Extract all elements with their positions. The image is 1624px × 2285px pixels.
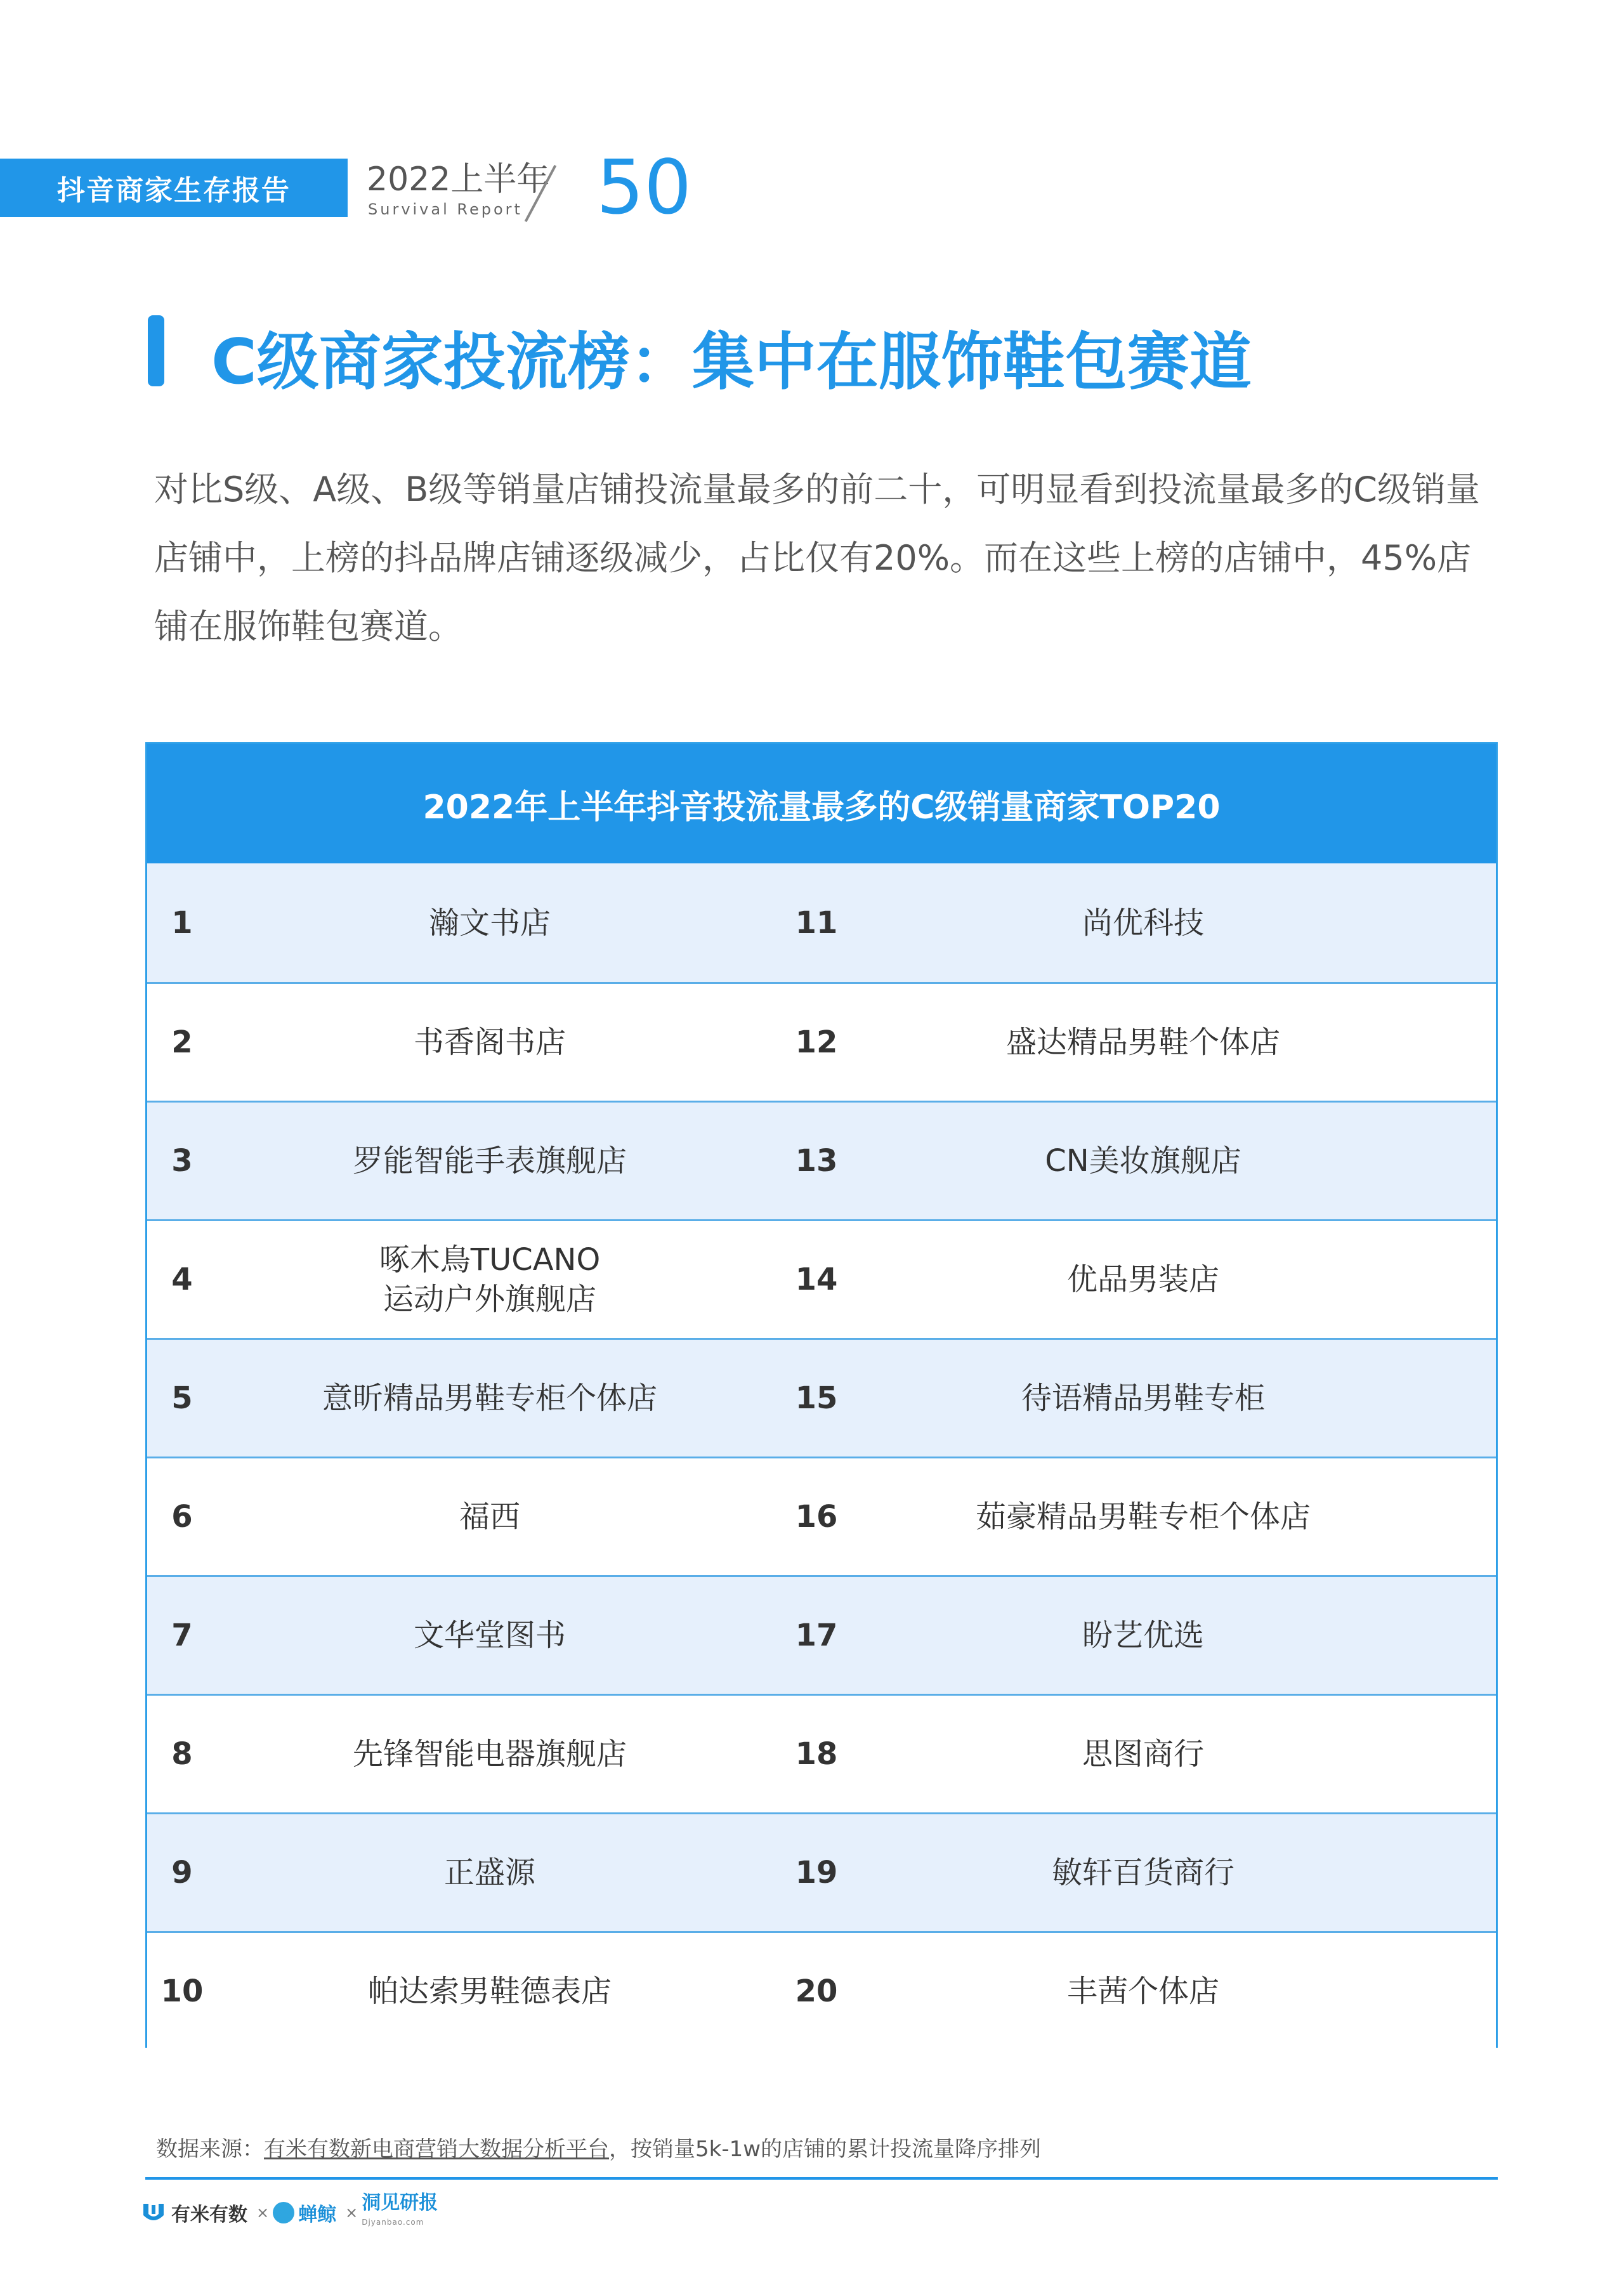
logo-djyanbao (362, 2194, 443, 2232)
rank-right: 12 (795, 1025, 838, 1060)
rank-left: 5 (171, 1380, 193, 1416)
rank-right: 15 (795, 1380, 838, 1416)
source-link[interactable]: 有米有数新电商营销大数据分析平台 (264, 2137, 609, 2162)
logo-djyanbao-text: 洞见研报 (362, 2192, 438, 2214)
data-source (156, 2131, 1041, 2163)
table-heading-text: 2022年上半年抖音投流量最多的C级销量商家TOP20 (422, 788, 1221, 827)
footer-logos (141, 2194, 443, 2232)
table-row (147, 1338, 1496, 1457)
store-name-left: 正盛源 (443, 1855, 535, 1890)
logo-djyanbao-url: Djyanbao.com (362, 2218, 424, 2227)
intro-paragraph: 对比S级、A级、B级等销量店铺投流量最多的前二十，可明显看到投流量最多的C级销量店铺中，上榜的抖品牌店铺逐级减少，占比仅有20%。而在这些上榜的店铺中，45%店铺在服饰鞋包赛道。 (154, 469, 1480, 646)
store-name-left: 福西 (459, 1499, 520, 1535)
report-title-band (0, 159, 348, 217)
rank-left: 2 (171, 1025, 193, 1060)
table-row (147, 1575, 1496, 1694)
store-name-right: 盼艺优选 (1082, 1618, 1204, 1653)
store-name-right: 敏轩百货商行 (1051, 1855, 1234, 1890)
rank-left: 10 (160, 1974, 204, 2009)
rank-left: 9 (171, 1855, 193, 1890)
chanjing-logo-icon (273, 2202, 294, 2223)
table-row (147, 1812, 1496, 1931)
report-title: 抖音商家生存报告 (57, 174, 291, 207)
table-row (147, 1219, 1496, 1338)
logo-separator-2: × (345, 2204, 358, 2222)
store-name-left: 文华堂图书 (413, 1618, 566, 1653)
store-name-right: 茹豪精品男鞋专柜个体店 (975, 1499, 1311, 1535)
rank-right: 18 (795, 1736, 838, 1772)
ranking-table (145, 742, 1498, 2048)
rank-left: 3 (171, 1143, 193, 1179)
rank-right: 13 (795, 1143, 838, 1179)
store-name-left: 先锋智能电器旗舰店 (352, 1736, 627, 1772)
rank-right: 11 (795, 905, 838, 941)
store-name-right: 尚优科技 (1082, 905, 1204, 941)
table-heading (147, 744, 1496, 863)
store-name-left: 帕达索男鞋德表店 (367, 1974, 612, 2009)
store-name-left: 瀚文书店 (428, 905, 551, 941)
store-name-right: 优品男装店 (1066, 1262, 1219, 1297)
rank-left: 8 (171, 1736, 193, 1772)
rank-left: 4 (171, 1262, 193, 1297)
rank-right: 19 (795, 1855, 838, 1890)
report-period: 2022上半年 (367, 160, 550, 199)
rank-right: 14 (795, 1262, 838, 1297)
page-title: C级商家投流榜：集中在服饰鞋包赛道 (211, 326, 1252, 398)
rank-right: 20 (795, 1974, 838, 2009)
store-name-right: 丰茜个体店 (1066, 1974, 1219, 2009)
source-suffix: ，按销量5k-1w的店铺的累计投流量降序排列 (609, 2137, 1042, 2162)
table-row (147, 863, 1496, 982)
page-number: 50 (596, 143, 692, 231)
rank-right: 16 (795, 1499, 838, 1535)
table-row (147, 1101, 1496, 1219)
store-name-right: 待语精品男鞋专柜 (1021, 1380, 1265, 1416)
table-row (147, 1457, 1496, 1575)
table-row (147, 1694, 1496, 1812)
rank-right: 17 (795, 1618, 838, 1653)
logo-youmi: 有米有数 (171, 2204, 247, 2226)
logo-chanjing: 蝉鲸 (298, 2204, 337, 2226)
source-prefix: 数据来源： (156, 2137, 264, 2162)
rank-left: 6 (171, 1499, 193, 1535)
store-name-right: CN美妆旗舰店 (1045, 1143, 1241, 1179)
title-accent-bar (148, 315, 164, 386)
store-name-right: 盛达精品男鞋个体店 (1005, 1025, 1280, 1060)
table-row (147, 982, 1496, 1101)
table-body (147, 863, 1496, 2050)
report-subtitle: Survival Report (368, 200, 523, 218)
rank-left: 1 (171, 905, 193, 941)
youmi-logo-icon (141, 2200, 166, 2225)
footer-rule (145, 2177, 1498, 2180)
store-name-left: 罗能智能手表旗舰店 (352, 1143, 627, 1179)
store-name-left: 书香阁书店 (413, 1025, 566, 1060)
rank-left: 7 (171, 1618, 193, 1653)
store-name-left: 意昕精品男鞋专柜个体店 (322, 1380, 657, 1416)
table-row (147, 1931, 1496, 2050)
store-name-right: 思图商行 (1082, 1736, 1204, 1772)
store-name-left: 啄木鳥TUCANO 运动户外旗舰店 (379, 1242, 601, 1317)
logo-separator: × (256, 2204, 270, 2222)
